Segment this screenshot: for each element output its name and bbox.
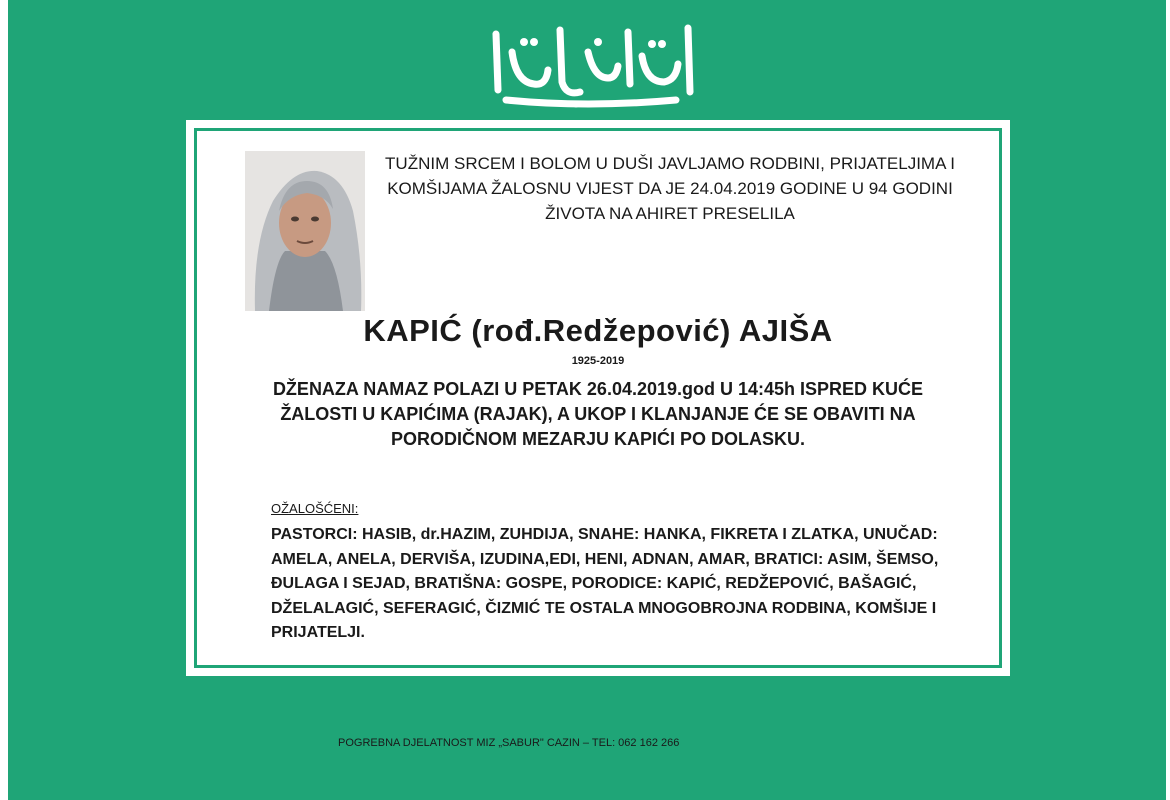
portrait-image: [245, 151, 365, 311]
portrait-photo: [245, 151, 365, 311]
life-years: 1925-2019: [571, 355, 625, 367]
announcement-intro: TUŽNIM SRCEM I BOLOM U DUŠI JAVLJAMO RODBINI, PRIJATELJIMA I KOMŠIJAMA ŽALOSNU VIJEST DA JE 24.04.2019 GODINE U 94 GODINI ŽIVOTA NA AHIRET PRESELILA: [385, 154, 955, 223]
notice-card: [186, 120, 1010, 676]
arabic-calligraphy-logo: [476, 12, 716, 112]
obituary-sheet: [8, 0, 1166, 800]
funeral-service-footer: POGREBNA DJELATNOST MIZ „SABUR" CAZIN – TEL: 062 162 266: [338, 737, 680, 749]
mourners-list: PASTORCI: HASIB, dr.HAZIM, ZUHDIJA, SNAHE: HANKA, FIKRETA I ZLATKA, UNUČAD: AMELA, ANELA, DERVIŠA, IZUDINA,EDI, HENI, ADNAN, AMAR, BRATICI: ASIM, ŠEMSO, ĐULAGA I SEJAD, BRATIŠNA: GOSPE, PORODICE: KAPIĆ, REDŽEPOVIĆ, BAŠAGIĆ, DŽELALAGIĆ, SEFERAGIĆ, ČIZMIĆ TE OSTALA MNOGOBROJNA RODBINA, KOMŠIJE I PRIJATELJI.: [271, 526, 939, 641]
mourners-heading: OŽALOŠĆENI:: [271, 501, 359, 516]
funeral-details: DŽENAZA NAMAZ POLAZI U PETAK 26.04.2019.god U 14:45h ISPRED KUĆE ŽALOSTI U KAPIĆIMA (RAJAK), A UKOP I KLANJANJE ĆE SE OBAVITI NA PORODIČNOM MEZARJU KAPIĆI PO DOLASKU.: [272, 379, 924, 449]
notice-card-border: [194, 128, 1002, 668]
calligraphy-art: [476, 12, 716, 112]
deceased-name: KAPIĆ (rođ.Redžepović) AJIŠA: [363, 313, 833, 348]
